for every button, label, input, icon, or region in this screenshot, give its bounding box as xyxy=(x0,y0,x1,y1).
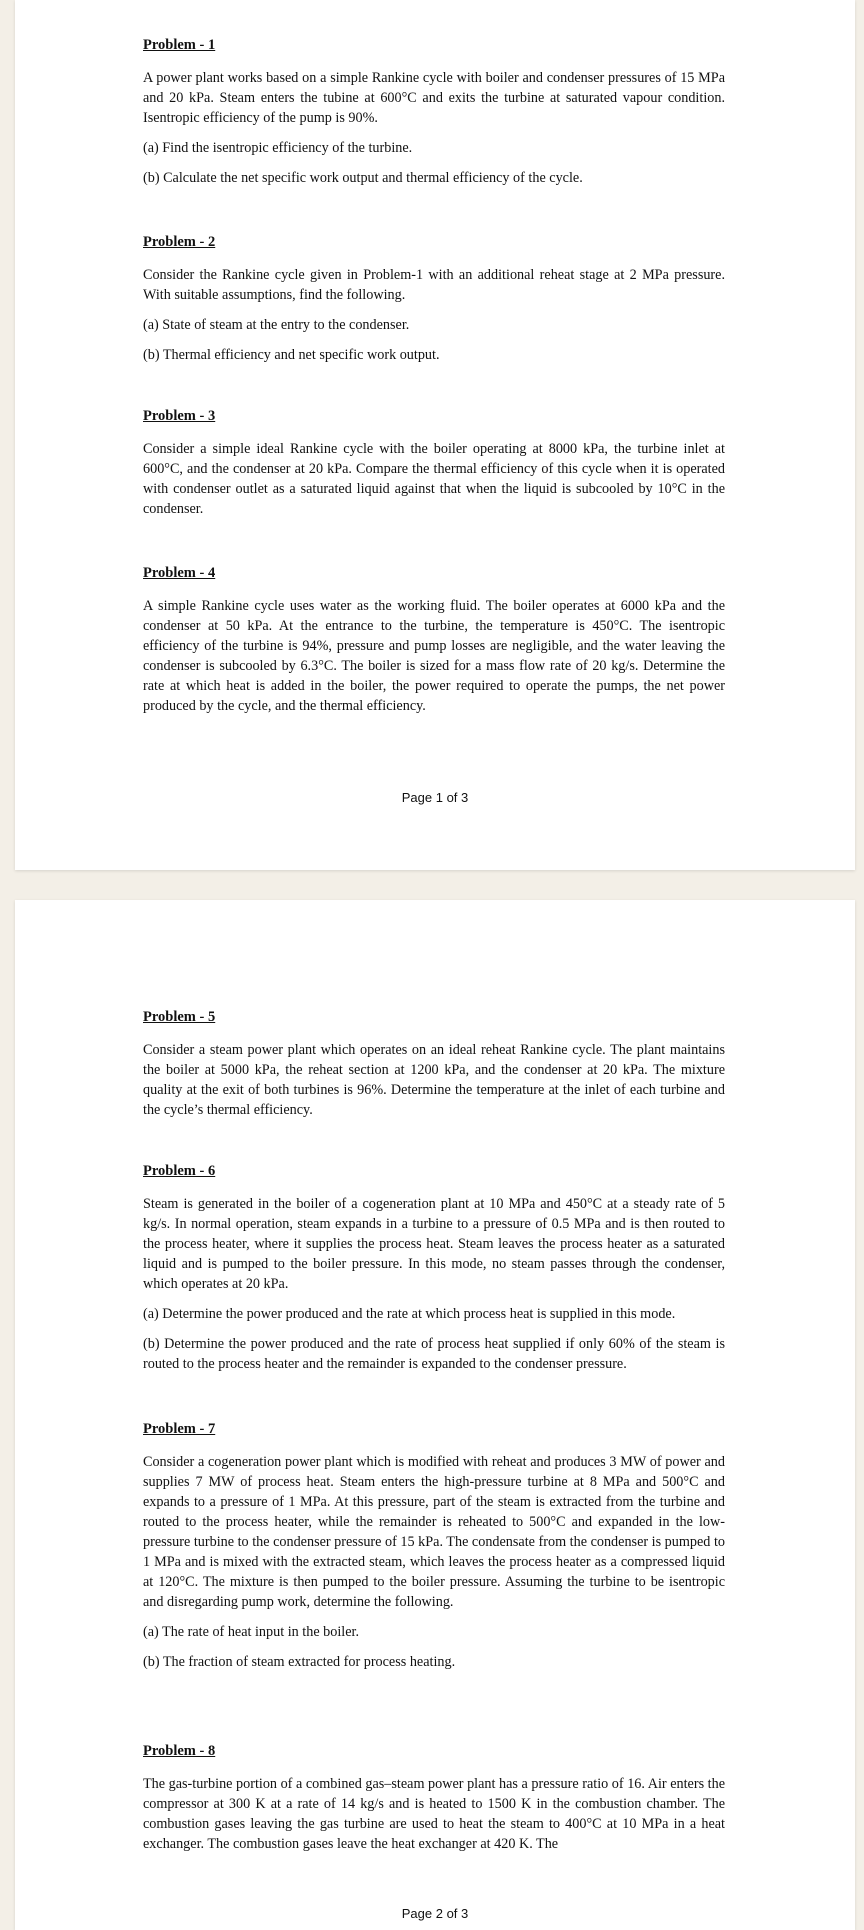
problem-part-a: (a) State of steam at the entry to the condenser. xyxy=(143,317,410,333)
problem-part-a: (a) Find the isentropic efficiency of the turbine. xyxy=(143,140,413,156)
problem-2 xyxy=(143,233,725,375)
problem-part-a: (a) Determine the power produced and the rate at which process heat is supplied in this mode. xyxy=(143,1306,676,1322)
problem-title: Problem - 4 xyxy=(143,565,216,581)
problem-title: Problem - 7 xyxy=(143,1421,216,1437)
problem-title: Problem - 8 xyxy=(143,1743,216,1759)
problem-paragraph: The gas-turbine portion of a combined gas–steam power plant has a pressure ratio of 16. Air enters the compressor at 300 K at a rate of 14 kg/s and is heated to 1500 K in the combustion chamber. The combustion gases leaving the gas turbine are used to heat the steam to 400°C at 10 MPa in a heat exchanger. The combustion gases leave the heat exchanger at 420 K. The xyxy=(143,1776,725,1852)
problem-paragraph: A power plant works based on a simple Rankine cycle with boiler and condenser pressures of 15 MPa and 20 kPa. Steam enters the tubine at 600°C and exits the turbine at saturated vapour condition. Isentropic efficiency of the pump is 90%. xyxy=(143,70,725,126)
problem-title: Problem - 6 xyxy=(143,1163,216,1179)
problem-part-a: (a) The rate of heat input in the boiler. xyxy=(143,1624,360,1640)
problem-8 xyxy=(143,1742,725,1864)
problem-part-b: (b) Calculate the net specific work output and thermal efficiency of the cycle. xyxy=(143,170,583,186)
problem-title: Problem - 3 xyxy=(143,408,216,424)
problem-title: Problem - 1 xyxy=(143,37,216,53)
problem-part-b: (b) Thermal efficiency and net specific work output. xyxy=(143,347,440,363)
problem-5 xyxy=(143,1008,725,1130)
problem-1 xyxy=(143,36,725,198)
problem-part-b: (b) The fraction of steam extracted for process heating. xyxy=(143,1654,456,1670)
problem-7 xyxy=(143,1420,725,1682)
problem-paragraph: Steam is generated in the boiler of a cogeneration plant at 10 MPa and 450°C at a steady rate of 5 kg/s. In normal operation, steam expands in a turbine to a pressure of 0.5 MPa and is then routed to the process heater, where it supplies the process heat. Steam leaves the process heater as a saturated liquid and is pumped to the boiler pressure. In this mode, no steam passes through the condenser, which operates at 20 kPa. xyxy=(143,1196,725,1292)
document-page-2 xyxy=(15,900,855,1930)
problem-3 xyxy=(143,407,725,529)
problem-4 xyxy=(143,564,725,726)
page-number: Page 2 of 3 xyxy=(401,1906,469,1921)
problem-paragraph: Consider a simple ideal Rankine cycle with the boiler operating at 8000 kPa, the turbine inlet at 600°C, and the condenser at 20 kPa. Compare the thermal efficiency of this cycle when it is operated with condenser outlet as a saturated liquid against that when the liquid is subcooled by 10°C in the condenser. xyxy=(143,441,725,517)
document-page-1 xyxy=(15,0,855,870)
problem-6 xyxy=(143,1162,725,1384)
problem-paragraph: Consider a cogeneration power plant which is modified with reheat and produces 3 MW of power and supplies 7 MW of process heat. Steam enters the high-pressure turbine at 8 MPa and 500°C and expands to a pressure of 1 MPa. At this pressure, part of the steam is extracted from the turbine and routed to the process heater, while the remainder is reheated to 500°C and expanded in the low-pressure turbine to the condenser pressure of 15 kPa. The condensate from the condenser is pumped to 1 MPa and is mixed with the extracted steam, which leaves the process heater as a compressed liquid at 120°C. The mixture is then pumped to the boiler pressure. Assuming the turbine to be isentropic and disregarding pump work, determine the following. xyxy=(143,1454,725,1610)
problem-part-b: (b) Determine the power produced and the rate of process heat supplied if only 60% of the steam is routed to the process heater and the remainder is expanded to the condenser pressure. xyxy=(143,1336,725,1372)
problem-paragraph: A simple Rankine cycle uses water as the working fluid. The boiler operates at 6000 kPa and the condenser at 50 kPa. At the entrance to the turbine, the temperature is 450°C. The isentropic efficiency of the turbine is 94%, pressure and pump losses are negligible, and the water leaving the condenser is subcooled by 6.3°C. The boiler is sized for a mass flow rate of 20 kg/s. Determine the rate at which heat is added in the boiler, the power required to operate the pumps, the net power produced by the cycle, and the thermal efficiency. xyxy=(143,598,725,714)
problem-title: Problem - 5 xyxy=(143,1009,216,1025)
page-number: Page 1 of 3 xyxy=(401,790,469,805)
problem-title: Problem - 2 xyxy=(143,234,216,250)
problem-paragraph: Consider the Rankine cycle given in Problem-1 with an additional reheat stage at 2 MPa pressure. With suitable assumptions, find the following. xyxy=(143,267,725,303)
problem-paragraph: Consider a steam power plant which operates on an ideal reheat Rankine cycle. The plant maintains the boiler at 5000 kPa, the reheat section at 1200 kPa, and the condenser at 20 kPa. The mixture quality at the exit of both turbines is 96%. Determine the temperature at the inlet of each turbine and the cycle’s thermal efficiency. xyxy=(143,1042,725,1118)
